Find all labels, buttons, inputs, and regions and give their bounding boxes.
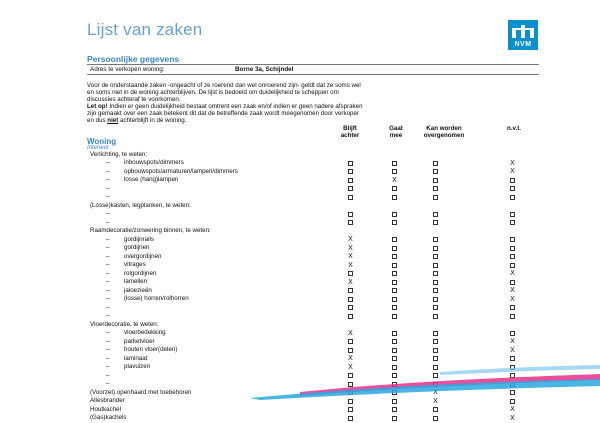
checked-mark[interactable]: X	[510, 406, 515, 414]
checked-mark[interactable]: X	[510, 287, 515, 295]
checked-mark[interactable]: X	[510, 159, 515, 167]
row-label: (losse) horren/rolhorren	[124, 295, 189, 302]
bullet-dash: –	[106, 167, 110, 175]
document-title: Lijst van zaken	[87, 20, 203, 39]
note-text: en dus	[87, 117, 108, 125]
row-label: vloerbedekking	[124, 329, 166, 336]
logo-text: NVM	[514, 41, 532, 48]
row-label: rolgordijnen	[124, 269, 157, 277]
checked-mark[interactable]: X	[348, 329, 353, 337]
bullet-dash: –	[106, 312, 110, 319]
bullet-dash: –	[106, 244, 110, 251]
checkbox[interactable]	[348, 407, 353, 412]
bullet-dash: –	[106, 286, 110, 294]
bullet-dash: –	[106, 218, 110, 226]
row-label: losse (hang)lampen	[124, 176, 179, 183]
bullet-dash: –	[106, 210, 110, 217]
bullet-dash: –	[106, 193, 110, 200]
row-label: lamellen	[124, 278, 148, 285]
checkbox[interactable]	[433, 407, 438, 412]
checked-mark[interactable]: X	[348, 244, 353, 252]
bullet-dash: –	[106, 371, 110, 379]
intro-line: discussies achteraf te voorkomen.	[87, 96, 181, 104]
row-label: Verlichting, te weten:	[90, 150, 148, 158]
checkbox[interactable]	[392, 416, 397, 421]
note-text: zijn gemaakt over een zaak betekent dit dat de betreffende zaak wordt meegenomen door verkoper	[87, 110, 359, 118]
bullet-dash: –	[106, 303, 110, 311]
row-label: Allesbrander	[90, 397, 125, 404]
bullet-dash: –	[106, 176, 110, 183]
column-header-kan-worden-overgenomen: Kan worden overgenomen	[423, 125, 465, 139]
table-row	[0, 406, 600, 415]
bullet-dash: –	[106, 278, 110, 285]
row-label: (Losse)kasten, legplanken, te weten:	[90, 201, 191, 209]
row-label: (Voorzet) openhaard met toebehoren	[90, 388, 192, 396]
intro-line: en soms niet in de woning achterblijven. De lijst is bedoeld om duidelijkheid te scheppen om	[87, 89, 339, 97]
checked-mark[interactable]: X	[348, 236, 353, 244]
row-label: vitrages	[124, 261, 146, 268]
note-emphasis: niet	[107, 117, 119, 125]
checked-mark[interactable]: X	[348, 363, 353, 371]
bullet-dash: –	[106, 329, 110, 336]
checkbox[interactable]	[433, 416, 438, 421]
row-label: gordijnrails	[124, 235, 154, 243]
row-label: gordijnen	[124, 244, 150, 251]
section-subtitle-interieur: Interieur	[87, 145, 110, 151]
row-label: overgordijnen	[124, 252, 162, 260]
checked-mark[interactable]: X	[348, 261, 353, 269]
checkbox[interactable]	[348, 416, 353, 421]
bullet-dash: –	[106, 354, 110, 362]
note-text: achterblijft in de woning.	[118, 117, 187, 125]
row-label: (Gas)kachels	[90, 414, 127, 421]
column-header-nvt: n.v.t.	[507, 125, 521, 132]
personal-section-title: Persoonlijke gegevens	[87, 54, 180, 64]
table-row	[0, 414, 600, 423]
bullet-dash: –	[106, 252, 110, 260]
row-label: laminaat	[124, 354, 148, 362]
address-value: Borne 3a, Schijndel	[235, 66, 294, 73]
row-label: houten vloer(delen)	[124, 346, 178, 353]
row-label: jaloezieën	[124, 286, 152, 294]
checked-mark[interactable]: X	[433, 397, 438, 405]
row-label: opbouwspots/armaturen/lampen/dimmers	[124, 167, 238, 175]
checked-mark[interactable]: X	[348, 253, 353, 261]
address-label: Adres te verkopen woning:	[90, 66, 165, 73]
bullet-dash: –	[106, 235, 110, 243]
bullet-dash: –	[106, 184, 110, 192]
intro-line: Voor de onderstaande zaken -ongeacht of ze roerend dan wel onroerend zijn- geldt dat ze soms wel	[87, 82, 361, 89]
column-header-blijft-achter: Blijft achter	[340, 125, 360, 139]
checked-mark[interactable]: X	[348, 355, 353, 363]
checked-mark[interactable]: X	[510, 338, 515, 346]
row-label: Vloerdecoratie, te weten:	[90, 320, 159, 328]
checked-mark[interactable]: X	[433, 389, 438, 397]
row-label: plavuizen	[124, 363, 151, 370]
checked-mark[interactable]: X	[510, 414, 515, 422]
checked-mark[interactable]: X	[510, 270, 515, 278]
checked-mark[interactable]: X	[510, 168, 515, 176]
row-label: inbouwspots/dimmers	[124, 159, 184, 166]
bullet-dash: –	[106, 269, 110, 277]
checked-mark[interactable]: X	[510, 295, 515, 303]
row-label: Raamdecoratie/zonwering binnen, te weten:	[90, 227, 211, 234]
bullet-dash: –	[106, 261, 110, 268]
checked-mark[interactable]: X	[392, 176, 397, 184]
bullet-dash: –	[106, 380, 110, 387]
note-text: Indien er geen duidelijkheid bestaat omtrent een zaak en/of indien er geen nadere afspraken	[107, 103, 363, 110]
column-header-gaat-mee: Gaat mee	[389, 125, 403, 139]
row-label: Houtkachel	[90, 405, 121, 413]
bullet-dash: –	[106, 159, 110, 166]
bullet-dash: –	[106, 346, 110, 353]
checkbox[interactable]	[392, 407, 397, 412]
note-warning: Let op!	[87, 103, 108, 110]
bullet-dash: –	[106, 295, 110, 302]
section-title-woning: Woning	[87, 137, 117, 146]
row-label: parketvloer	[124, 337, 155, 345]
bullet-dash: –	[106, 337, 110, 345]
checked-mark[interactable]: X	[510, 346, 515, 354]
bullet-dash: –	[106, 363, 110, 370]
checked-mark[interactable]: X	[348, 278, 353, 286]
